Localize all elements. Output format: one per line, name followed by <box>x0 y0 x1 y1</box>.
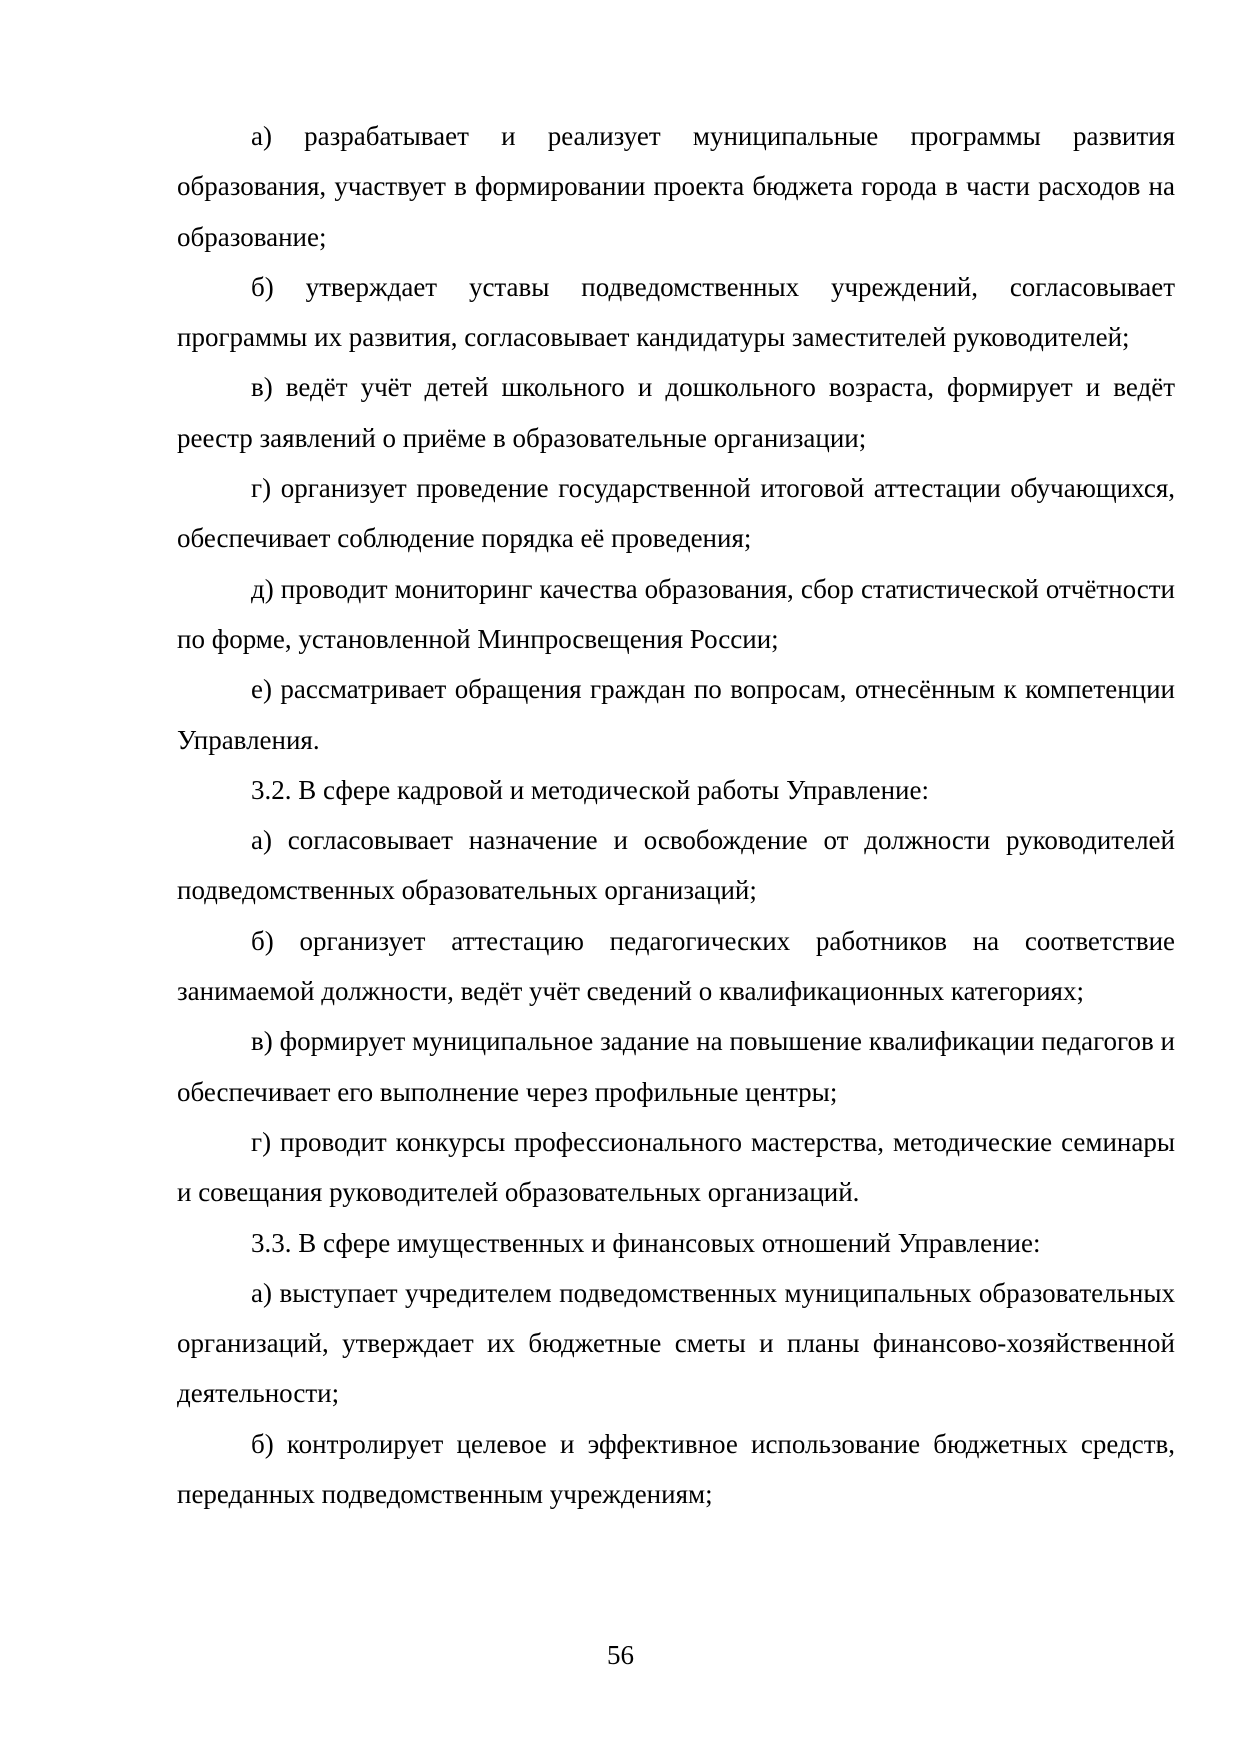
paragraph-3-2-b: б) организует аттестацию педагогических работников на соответствие занимаемой должности, ведёт учёт сведений о квалификационных категориях; <box>177 925 1175 1007</box>
paragraph-3-1-e: е) рассматривает обращения граждан по вопросам, отнесённым к компетенции Управления. <box>177 674 1175 755</box>
paragraph-3-2-a: а) согласовывает назначение и освобождение от должности руководителей подведомственных образовательных организаций; <box>177 825 1175 906</box>
paragraph-3-1-d: д) проводит мониторинг качества образования, сбор статистической отчётности по форме, установленной Минпросвещения России; <box>177 573 1175 654</box>
paragraph-3-1-a: а) разрабатывает и реализует муниципальные программы развития образования, участвует в формировании проекта бюджета города в части расходов на образование; <box>177 121 1175 252</box>
page-body <box>177 111 1175 1519</box>
section-heading-3-2: 3.2. В сфере кадровой и методической работы Управление: <box>251 774 929 805</box>
paragraph-3-3-b: б) контролирует целевое и эффективное использование бюджетных средств, переданных подведомственным учреждениям; <box>177 1428 1175 1510</box>
section-heading-3-3: 3.3. В сфере имущественных и финансовых отношений Управление: <box>251 1227 1041 1258</box>
paragraph-3-1-v: в) ведёт учёт детей школьного и дошкольного возраста, формирует и ведёт реестр заявлений о приёме в образовательные организации; <box>177 372 1175 453</box>
paragraph-3-3-a: а) выступает учредителем подведомственных муниципальных образовательных организаций, утверждает их бюджетные сметы и планы финансово-хозяйственной деятельности; <box>177 1277 1175 1409</box>
paragraph-3-1-b: б) утверждает уставы подведомственных учреждений, согласовывает программы их развития, согласовывает кандидатуры заместителей руководителей; <box>177 271 1175 353</box>
paragraph-3-2-v: в) формирует муниципальное задание на повышение квалификации педагогов и обеспечивает его выполнение через профильные центры; <box>177 1026 1175 1107</box>
paragraph-3-1-g: г) организует проведение государственной итоговой аттестации обучающихся, обеспечивает соблюдение порядка её проведения; <box>177 473 1175 554</box>
page-number: 56 <box>607 1640 634 1670</box>
paragraph-3-2-g: г) проводит конкурсы профессионального мастерства, методические семинары и совещания руководителей образовательных организаций. <box>177 1126 1175 1208</box>
